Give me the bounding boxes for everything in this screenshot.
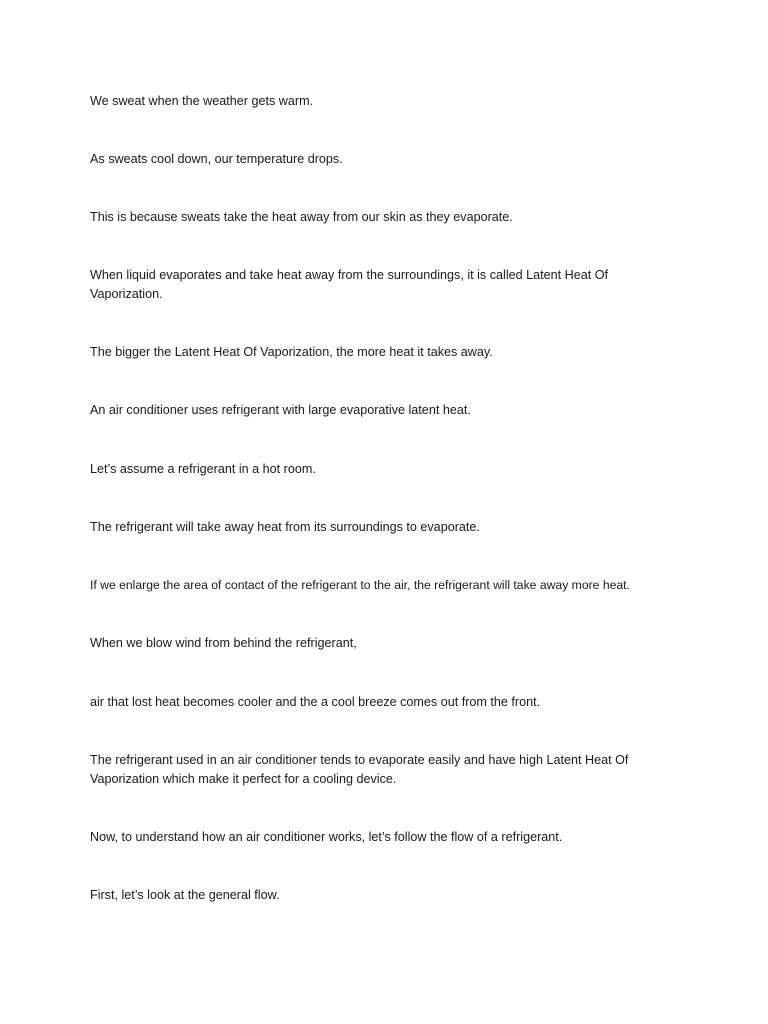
paragraph: An air conditioner uses refrigerant with large evaporative latent heat.: [90, 403, 471, 417]
paragraph: We sweat when the weather gets warm.: [90, 94, 314, 108]
paragraph: The bigger the Latent Heat Of Vaporization, the more heat it takes away.: [90, 345, 493, 359]
paragraph: Let’s assume a refrigerant in a hot room.: [90, 462, 316, 476]
paragraph: The refrigerant used in an air conditioner tends to evaporate easily and have high Latent Heat Of Vaporization which make it perfect for a cooling device.: [90, 753, 629, 786]
paragraph: When we blow wind from behind the refrigerant,: [90, 636, 357, 650]
paragraph: air that lost heat becomes cooler and the a cool breeze comes out from the front.: [90, 695, 541, 709]
paragraph: As sweats cool down, our temperature drops.: [90, 152, 343, 166]
paragraph: Now, to understand how an air conditioner works, let’s follow the flow of a refrigerant.: [90, 830, 563, 844]
paragraph: This is because sweats take the heat away from our skin as they evaporate.: [90, 210, 513, 224]
paragraph: When liquid evaporates and take heat away from the surroundings, it is called Latent Heat Of Vaporization.: [90, 268, 609, 301]
paragraph: If we enlarge the area of contact of the refrigerant to the air, the refrigerant will take away more heat.: [90, 578, 630, 592]
paragraph: The refrigerant will take away heat from its surroundings to evaporate.: [90, 520, 480, 534]
paragraph: First, let’s look at the general flow.: [90, 888, 280, 902]
